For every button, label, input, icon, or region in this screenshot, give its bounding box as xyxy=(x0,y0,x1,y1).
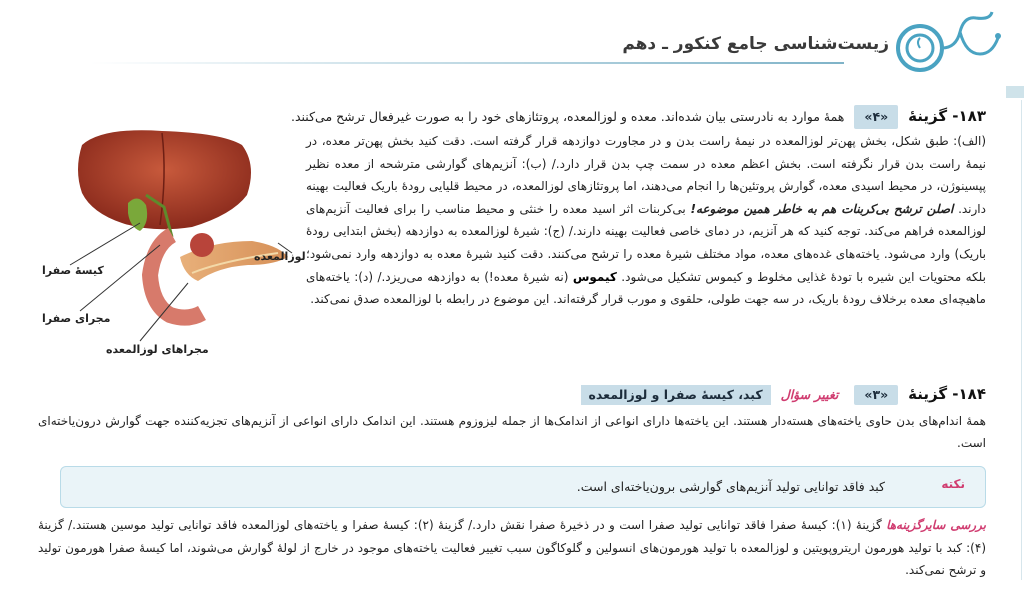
question-183-explanation xyxy=(306,130,986,311)
other-options-review xyxy=(38,514,986,582)
other-options-text: گزینهٔ (۱): کیسهٔ صفرا فاقد توانایی تولید صفرا است و در ذخیرهٔ صفرا نقش دارد./ گزینهٔ (۲): کیسهٔ صفرا و یاخته‌های لوزالمعده فاقد توانایی تولید موسین هستند./ گزینهٔ (۴): کبد با تولید هورمون اریتروپویتین و لوزالمعده با تولید هورمون‌های انسولین و گلوکاگون سبب تغییر فعالیت یاخته‌های موجود در خارج از لولهٔ گوارش می‌شوند، اما کیسهٔ صفرا هورمون تولید و ترشح نمی‌کند. xyxy=(38,518,986,577)
other-options-tag: بررسی سایرگزینه‌ها xyxy=(886,518,986,532)
emphasis-note: اصلن ترشح بی‌کربنات هم به خاطر همین موضوعه! xyxy=(690,201,954,216)
question-intro: همهٔ موارد به نادرستی بیان شده‌اند. معده و لوزالمعده، پروتئازهای خود را به صورت غیرفعال ترشح می‌کنند. xyxy=(291,109,845,124)
question-184-header xyxy=(266,384,986,404)
answer-badge: «۳» xyxy=(854,385,898,405)
explanation-text-2: بی‌کربنات اثر اسید معده را خنثی و محیط مناسب را برای فعالیت آنزیم‌های لوزالمعده فراهم می‌کند. توجه کنید که هر آنزیم، در دمای خاصی فعالیت بهینه دارند./ (ج): شیرهٔ لوزالمعده به دوازدهه (بخش ابتدایی رودهٔ باریک) وارد می‌شود. یاخته‌های غده‌های معده، مواد مختلف شیرهٔ معده را ترشح می‌کنند. دقت کنید شیرهٔ معده به دوازدهه وارد نمی‌شود؛ بلکه محتویات این شیره با تودهٔ غذایی مخلوط و کیموس تشکیل می‌شود. xyxy=(306,201,986,284)
note-text: کبد فاقد توانایی تولید آنزیم‌های گوارشی برون‌یاخته‌ای است. xyxy=(576,479,885,494)
explanation-text: (الف): طبق شکل، بخش پهن‌تر لوزالمعده در نیمهٔ راست بدن و در مجاورت دوازدهه قرار گرفته است. دقت کنید بخش پهن‌تر معده، در نیمهٔ راست بدن قرار نگرفته است. بخش اعظم معده در سمت چپ بدن قرار دارد./ (ب): آنزیم‌های گوارشی مترشحه از معده نظیر پپسینوژن، در محیط اسیدی معده، گوارش پروتئین‌ها را انجام می‌دهند، اما پروتئازهای لوزالمعده، در محیط قلیایی رودهٔ باریک فعالیت بهینه دارند. xyxy=(306,134,986,216)
key-term: کیموس xyxy=(572,269,617,284)
stethoscope-logo-icon xyxy=(894,8,1006,80)
page-edge-tab xyxy=(1006,86,1024,98)
answer-badge: «۴» xyxy=(854,105,898,129)
label-bile-duct: مجرای صفرا xyxy=(42,312,111,325)
page-title: زیست‌شناسی جامع کنکور ـ دهم xyxy=(622,34,889,54)
explanation-text-3: (نه شیرهٔ معده!) به دوازدهه می‌ریزد./ (د): یاخته‌های ماهیچه‌ای معده برخلاف رودهٔ باریک، در سه جهت طولی، حلقوی و مورب قرار گرفته‌اند. این موضوع در رابطه با لوزالمعده صدق نمی‌کند. xyxy=(306,269,986,307)
question-184-explanation: همهٔ اندام‌های بدن حاوی یاخته‌های هسته‌دار هستند. این یاخته‌ها دارای انواعی از اندامک‌ها از جمله لیزوزوم هستند. این اندامک دارای انواعی از آنزیم‌های تجزیه‌کننده جهت گوارش درون‌یاخته‌ای است. xyxy=(38,414,986,450)
liver-pancreas-figure xyxy=(42,115,312,365)
change-question-tag: تغییر سؤال xyxy=(780,387,839,402)
page-edge-rule xyxy=(1011,100,1022,580)
note-tag: نکته xyxy=(941,477,965,491)
question-number: ۱۸۳- گزینهٔ xyxy=(908,107,986,125)
label-gallbladder: کیسهٔ صفرا xyxy=(42,264,104,277)
topic-label: کبد، کیسهٔ صفرا و لوزالمعده xyxy=(581,385,771,405)
gallbladder-shape xyxy=(128,198,147,231)
question-183-header xyxy=(266,104,986,128)
page-header xyxy=(0,0,1024,88)
label-pancreas: لوزالمعده xyxy=(254,250,306,263)
header-rule xyxy=(90,62,844,64)
question-number: ۱۸۴- گزینهٔ xyxy=(908,385,986,403)
label-pancreatic-ducts: مجراهای لوزالمعده xyxy=(106,343,209,356)
note-box xyxy=(60,466,986,508)
